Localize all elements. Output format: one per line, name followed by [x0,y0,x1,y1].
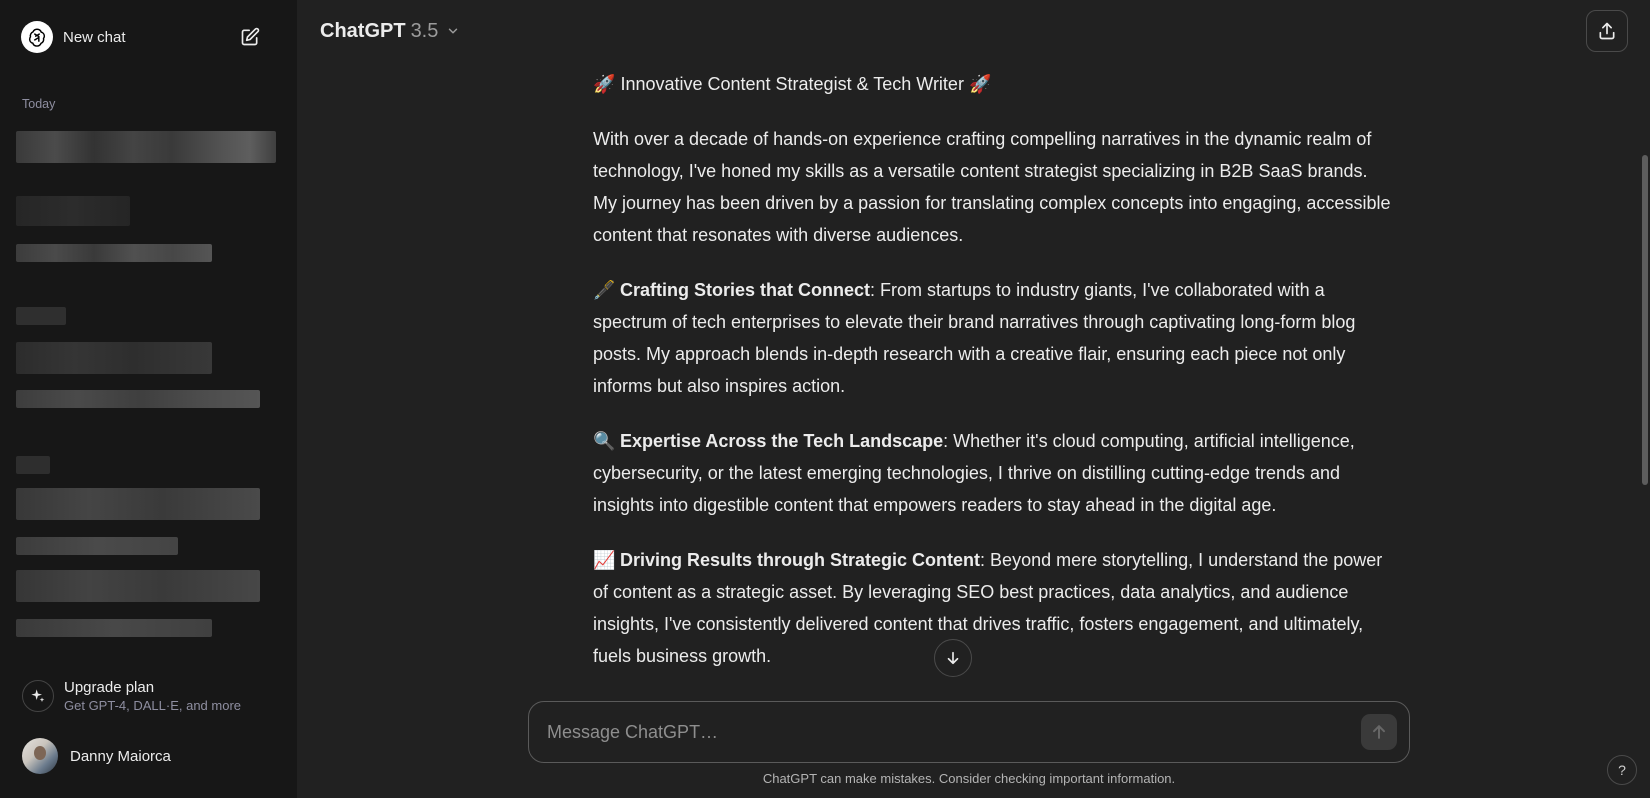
rocket-icon: 🚀 [968,74,992,94]
user-menu-button[interactable] [12,734,282,778]
section-heading: Crafting Stories that Connect [620,280,871,300]
chat-history-item[interactable] [16,619,212,637]
chat-history-item[interactable] [16,131,276,163]
message-title [593,68,1393,100]
scrollbar-thumb[interactable] [1642,155,1648,485]
message-section [593,544,1393,672]
model-name: ChatGPT [320,19,406,42]
scrollbar[interactable] [1640,60,1650,740]
scroll-to-bottom-button[interactable] [934,639,972,677]
disclaimer-text: ChatGPT can make mistakes. Consider checking important information. [762,771,1176,786]
arrow-down-icon [944,649,962,667]
message-title-text: Innovative Content Strategist & Tech Writer [620,74,964,94]
message-section [593,425,1393,521]
share-icon [1597,21,1617,41]
openai-logo-icon [21,21,53,53]
model-selector[interactable] [320,17,460,45]
message-composer [528,701,1410,763]
share-button[interactable] [1586,10,1628,52]
chat-history-item[interactable] [16,456,50,474]
section-body: : Whether it's cloud computing, artificial intelligence, cybersecurity, or the latest emerging technologies, I thrive on distilling cutting-edge trends and insights into digestible content that empowers readers to stay ahead in the digital age. [593,431,1355,515]
upgrade-plan-title: Upgrade plan [64,678,155,696]
sparkle-icon [22,680,54,712]
section-label-today: Today [22,97,56,111]
upgrade-plan-subtitle: Get GPT-4, DALL·E, and more [64,697,242,713]
message-input[interactable] [547,716,1307,748]
chat-history-item[interactable] [16,390,260,408]
section-body: : From startups to industry giants, I've collaborated with a spectrum of tech enterprises to elevate their brand narratives through captivating long-form blog posts. My approach blends in-depth research with a creative flair, ensuring each piece not only informs but also inspires action. [593,280,1356,396]
rocket-icon: 🚀 [593,74,616,94]
magnifier-icon: 🔍 [593,431,616,451]
chat-history-item[interactable] [16,244,212,262]
chevron-down-icon [446,24,460,38]
upgrade-plan-button[interactable] [12,672,282,720]
message-intro: With over a decade of hands-on experience crafting compelling narratives in the dynamic realm of technology, I've honed my skills as a versatile content strategist specializing in B2B SaaS brands. My journey has been driven by a passion for translating complex concepts into engaging, accessible content that resonates with diverse audiences. [593,129,1391,245]
section-body: : Beyond mere storytelling, I understand the power of content as a strategic asset. By leveraging SEO best practices, data analytics, and audience insights, I've consistently delivered content that drives traffic, fosters engagement, and ultimately, fuels business growth. [593,550,1383,666]
new-chat-label: New chat [63,28,126,46]
section-heading: Expertise Across the Tech Landscape [620,431,944,451]
help-button[interactable]: ? [1607,755,1637,785]
chat-history-item[interactable] [16,570,260,602]
avatar [22,738,58,774]
chat-history-item[interactable] [16,196,130,226]
send-button[interactable] [1361,714,1397,750]
assistant-message [593,68,1393,695]
user-name: Danny Maiorca [70,747,171,765]
arrow-up-icon [1369,722,1389,742]
chat-history-item[interactable] [16,342,212,374]
compose-icon[interactable] [240,27,260,47]
section-heading: Driving Results through Strategic Content [620,550,981,570]
chat-history-item[interactable] [16,537,178,555]
chat-history-item[interactable] [16,488,260,520]
chat-history-item[interactable] [16,307,66,325]
new-chat-button[interactable] [12,14,274,60]
message-section [593,274,1393,402]
model-version: 3.5 [410,19,439,42]
chart-increasing-icon: 📈 [593,550,616,570]
pen-icon: 🖋️ [593,280,616,300]
sidebar [0,0,297,798]
